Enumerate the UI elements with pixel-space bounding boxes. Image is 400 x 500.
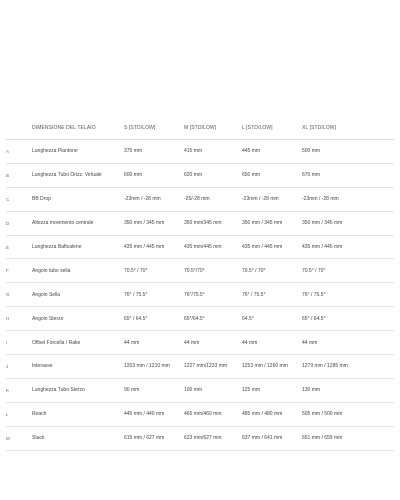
- cell-size-m: 76°/75.5°: [184, 291, 205, 298]
- cell-size-l: -23mm / -28 mm: [242, 196, 279, 203]
- row-dimension: Interasse: [32, 363, 53, 370]
- table-row: [6, 163, 394, 187]
- cell-size-xl: 670 mm: [302, 172, 321, 179]
- header-size-m: M [STD/LOW]: [184, 124, 217, 131]
- cell-size-m: 465 mm/460 mm: [184, 411, 222, 418]
- cell-size-xl: 350 mm / 345 mm: [302, 220, 343, 227]
- row-letter: L: [6, 411, 9, 417]
- cell-size-s: 65° / 64.5°: [124, 315, 148, 322]
- cell-size-xl: 65° / 64.5°: [302, 315, 326, 322]
- header-size-xl: XL [STD/LOW]: [302, 124, 337, 131]
- cell-size-m: -25/-28 mm: [184, 196, 210, 203]
- cell-size-s: 615 mm / 627 mm: [124, 435, 165, 442]
- cell-size-xl: 651 mm / 659 mm: [302, 435, 343, 442]
- cell-size-s: 44 mm: [124, 339, 140, 346]
- row-letter: J: [6, 363, 9, 369]
- row-dimension: Offset Forcella / Rake: [32, 339, 81, 346]
- cell-size-xl: 70.5° / 70°: [302, 267, 326, 274]
- row-dimension: Lunghezza Piantone: [32, 148, 78, 155]
- cell-size-s: 600 mm: [124, 172, 143, 179]
- row-letter: C: [6, 196, 10, 202]
- cell-size-l: 125 mm: [242, 387, 261, 394]
- cell-size-s: 70.5° / 70°: [124, 267, 148, 274]
- row-dimension: Lunghezza Tubo Orizz. Virtuale: [32, 172, 102, 179]
- cell-size-xl: 435 mm / 445 mm: [302, 244, 343, 250]
- row-dimension: Lunghezza Tubo Sterzo: [32, 387, 85, 394]
- cell-size-m: 65°/64.5°: [184, 315, 205, 322]
- table-row: [6, 140, 394, 164]
- cell-size-l: 637 mm / 641 mm: [242, 435, 283, 442]
- cell-size-s: 90 mm: [124, 387, 140, 394]
- row-letter: B: [6, 172, 10, 178]
- cell-size-m: 620 mm: [184, 172, 203, 179]
- table-row: [6, 307, 394, 331]
- header-size-s: S [STD/LOW]: [124, 124, 156, 131]
- table-row: [6, 187, 394, 211]
- cell-size-xl: 500 mm: [302, 148, 321, 155]
- row-letter: G: [6, 292, 10, 298]
- cell-size-l: 485 mm / 480 mm: [242, 411, 283, 418]
- table-row: [6, 331, 394, 355]
- table-row: [6, 211, 394, 235]
- row-letter: E: [6, 244, 10, 250]
- table-row: [6, 235, 394, 259]
- cell-size-xl: 1279 mm / 1285 mm: [302, 363, 348, 370]
- cell-size-m: 415 mm: [184, 148, 203, 155]
- cell-size-l: 445 mm: [242, 148, 261, 155]
- cell-size-m: 70.5°/70°: [184, 267, 205, 274]
- cell-size-s: 435 mm / 445 mm: [124, 244, 165, 250]
- cell-size-s: 76° / 75.5°: [124, 291, 148, 298]
- header-dimension: DIMENSIONE DEL TELAIO: [32, 124, 96, 131]
- cell-size-l: 650 mm: [242, 172, 261, 179]
- cell-size-l: 350 mm / 345 mm: [242, 220, 283, 227]
- cell-size-l: 44 mm: [242, 339, 258, 346]
- row-dimension: Angolo Sella: [32, 291, 61, 298]
- table-row: [6, 402, 394, 426]
- row-letter: M: [6, 435, 10, 441]
- row-letter: F: [6, 268, 9, 274]
- table-row: [6, 426, 394, 450]
- geometry-table: [6, 116, 394, 451]
- table-row: [6, 283, 394, 307]
- row-dimension: Reach: [32, 411, 47, 418]
- cell-size-xl: 44 mm: [302, 339, 318, 346]
- row-letter: D: [6, 220, 10, 226]
- cell-size-xl: 76° / 75.5°: [302, 291, 326, 298]
- cell-size-m: 44 mm: [184, 339, 200, 346]
- row-dimension: BB Drop: [32, 196, 51, 203]
- cell-size-m: 1227 mm/1233 mm: [184, 363, 228, 370]
- row-dimension: Angolo tubo sella: [32, 267, 71, 274]
- cell-size-s: -23mm / -28 mm: [124, 196, 161, 203]
- table-row: [6, 355, 394, 379]
- cell-size-xl: -23mm / -28 mm: [302, 196, 339, 203]
- header-size-l: L [STD/LOW]: [242, 124, 273, 131]
- cell-size-m: 623 mm/627 mm: [184, 435, 222, 442]
- row-letter: K: [6, 387, 10, 393]
- cell-size-s: 1203 mm / 1210 mm: [124, 363, 170, 370]
- row-dimension: Angolo Sterzo: [32, 315, 64, 322]
- cell-size-l: 76° / 75.5°: [242, 291, 266, 298]
- header-row: [6, 116, 394, 140]
- cell-size-s: 350 mm / 345 mm: [124, 220, 165, 227]
- header-letter: [6, 116, 32, 140]
- cell-size-s: 375 mm: [124, 148, 143, 155]
- table-row: [6, 259, 394, 283]
- cell-size-m: 350 mm/345 mm: [184, 220, 222, 227]
- cell-size-l: 1253 mm / 1260 mm: [242, 363, 288, 370]
- row-letter: H: [6, 316, 10, 322]
- row-dimension: Altezza movimento centrale: [32, 220, 94, 227]
- cell-size-s: 445 mm / 440 mm: [124, 411, 165, 418]
- cell-size-xl: 505 mm / 500 mm: [302, 411, 343, 418]
- row-letter: A: [6, 148, 10, 154]
- row-dimension: Stack: [32, 435, 45, 442]
- cell-size-xl: 130 mm: [302, 387, 321, 394]
- cell-size-m: 100 mm: [184, 387, 203, 394]
- row-dimension: Lunghezza Baftcalene: [32, 244, 82, 250]
- table-row: [6, 378, 394, 402]
- cell-size-l: 435 mm / 445 mm: [242, 244, 283, 250]
- row-letter: I: [6, 340, 8, 346]
- cell-size-l: 64.5°: [242, 315, 254, 322]
- cell-size-l: 70.5° / 70°: [242, 267, 266, 274]
- cell-size-m: 435 mm/445 mm: [184, 244, 222, 250]
